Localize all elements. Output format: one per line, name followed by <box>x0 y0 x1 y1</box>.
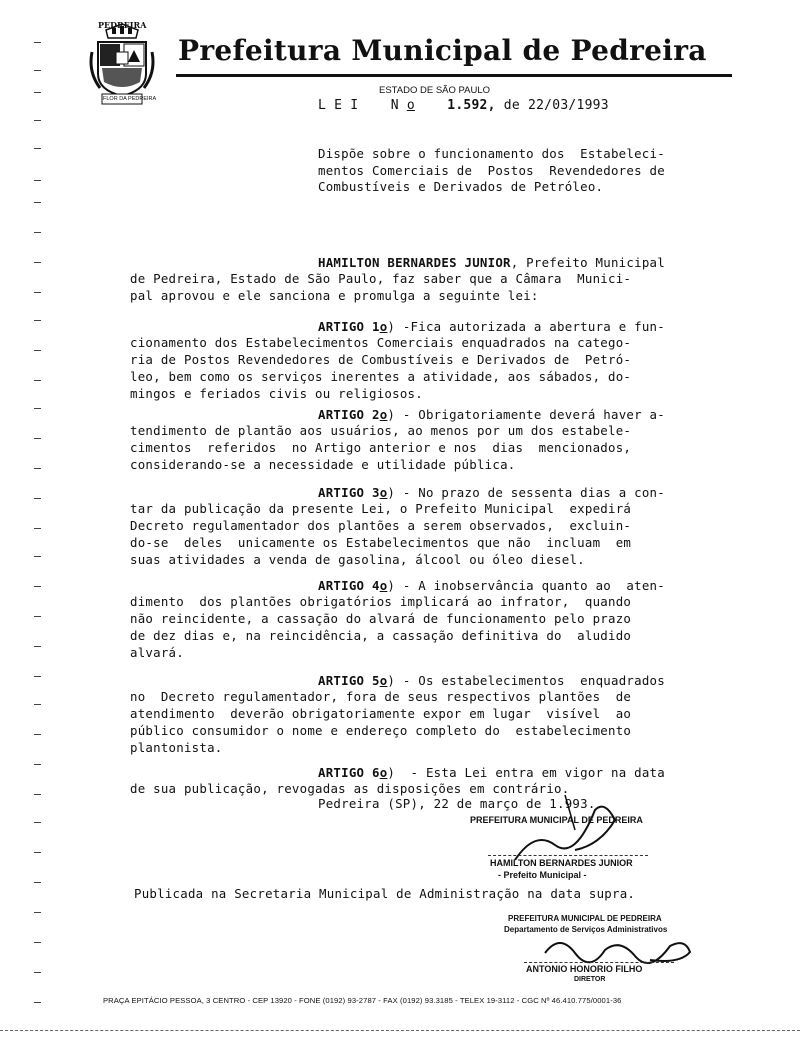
article-line: dimento dos plantões obrigatórios implicará ao infrator, quando <box>130 594 632 610</box>
stamp-prefeitura: PREFEITURA MUNICIPAL DE PEDREIRA <box>470 815 643 825</box>
no-superscript: o <box>406 98 415 113</box>
article-line: de sua publicação, revogadas as disposições em contrário. <box>130 781 570 797</box>
title-rule <box>176 74 732 77</box>
stamp-prefeitura-2: PREFEITURA MUNICIPAL DE PEDREIRA <box>508 914 662 923</box>
article-line: cionamento dos Estabelecimentos Comerciais enquadrados na catego- <box>130 335 632 351</box>
article-ordinal: o <box>379 764 388 780</box>
state-line: ESTADO DE SÃO PAULO <box>379 85 491 96</box>
law-number: 1.592, <box>447 98 496 113</box>
article-line: ) - Obrigatoriamente deverá haver a- <box>387 406 665 422</box>
director-role: DIRETOR <box>574 976 606 983</box>
ementa <box>318 146 665 196</box>
page-title: Prefeitura Municipal de Pedreira <box>178 34 707 67</box>
article-1 <box>130 302 665 402</box>
mayor-role: - Prefeito Municipal - <box>498 870 587 880</box>
crest-top-text: PEDREIRA <box>98 20 147 30</box>
stamp-department: Departamento de Serviços Administrativos <box>504 925 668 934</box>
preamble-line: , Prefeito Municipal <box>510 254 665 270</box>
article-line: público consumidor o nome e endereço completo do estabelecimento <box>130 722 632 738</box>
article-line: do-se deles unicamente os Estabelecimentos que não incluam em <box>130 534 632 550</box>
article-line: cimentos referidos no Artigo anterior e nos dias mencionados, <box>130 440 632 456</box>
ementa-line: mentos Comerciais de Postos Revendedores de <box>318 162 665 178</box>
article-2 <box>130 390 665 474</box>
article-5 <box>130 656 665 756</box>
preamble-line: de Pedreira, Estado de São Paulo, faz saber que a Câmara Munici- <box>130 271 632 287</box>
bottom-dashed-line <box>0 1030 800 1032</box>
lei-label: L E I <box>318 98 359 113</box>
article-heading: ARTIGO 4 <box>318 577 380 593</box>
article-heading: ARTIGO 2 <box>318 406 380 422</box>
article-line: ) -Fica autorizada a abertura e fun- <box>387 318 665 334</box>
article-line: ) - No prazo de sessenta dias a con- <box>387 484 665 500</box>
article-line: considerando-se a necessidade e utilidade pública. <box>130 456 516 472</box>
article-heading: ARTIGO 1 <box>318 318 380 334</box>
mayor-name-stamp: HAMILTON BERNARDES JUNIOR <box>490 858 633 868</box>
law-number-line <box>318 98 609 113</box>
ementa-line: Dispõe sobre o funcionamento dos Estabeleci- <box>318 146 665 161</box>
article-line: alvará. <box>130 644 184 660</box>
article-line: ) - Esta Lei entra em vigor na data <box>387 764 665 780</box>
article-line: ria de Postos Revendedores de Combustíveis e Derivados de Petró- <box>130 352 632 368</box>
article-ordinal: o <box>379 406 388 422</box>
footer-address: PRAÇA EPITÁCIO PESSOA, 3 CENTRO - CEP 13920 - FONE (0192) 93-2787 - FAX (0192) 93.3185 - TELEX 19-3112 - CGC Nº 46.410.775/0001-36 <box>103 996 622 1005</box>
article-heading: ARTIGO 5 <box>318 672 380 688</box>
no-label: N <box>390 98 399 113</box>
article-ordinal: o <box>379 672 388 688</box>
article-ordinal: o <box>379 577 388 593</box>
article-line: atendimento deverão obrigatoriamente expor em lugar visível ao <box>130 706 632 722</box>
publication-line: Publicada na Secretaria Municipal de Administração na data supra. <box>134 886 636 901</box>
signature-line <box>488 855 648 857</box>
article-ordinal: o <box>379 484 388 500</box>
article-heading: ARTIGO 6 <box>318 764 380 780</box>
article-line: suas atividades a venda de gasolina, álcool ou óleo diesel. <box>130 551 585 567</box>
article-line: leo, bem como os serviços inerentes a atividade, aos sábados, do- <box>130 368 632 384</box>
article-heading: ARTIGO 3 <box>318 484 380 500</box>
crest-bottom-text: FLOR DA PEDREIRA <box>103 96 157 102</box>
article-line: no Decreto regulamentador, fora de seus respectivos plantões de <box>130 689 632 705</box>
article-ordinal: o <box>379 318 388 334</box>
article-line: de dez dias e, na reincidência, a cassação definitiva do aludido <box>130 627 632 643</box>
preamble-line: pal aprovou e ele sanciona e promulga a seguinte lei: <box>130 288 539 304</box>
article-4 <box>130 561 665 661</box>
article-line: tar da publicação da presente Lei, o Prefeito Municipal expedirá <box>130 501 632 517</box>
mayor-name: HAMILTON BERNARDES JUNIOR <box>318 254 511 270</box>
article-line: tendimento de plantão aos usuários, ao menos por um dos estabele- <box>130 423 632 439</box>
article-line: plantonista. <box>130 739 223 755</box>
article-line: Decreto regulamentador dos plantões a serem observados, excluin- <box>130 518 632 534</box>
article-3 <box>130 468 665 568</box>
ementa-line: Combustíveis e Derivados de Petróleo. <box>318 179 604 195</box>
margin-marks <box>34 30 64 1030</box>
article-line: mingos e feriados civis ou religiosos. <box>130 385 423 401</box>
article-line: ) - Os estabelecimentos enquadrados <box>387 672 665 688</box>
law-date: de 22/03/1993 <box>503 98 609 113</box>
director-name: ANTONIO HONORIO FILHO <box>526 964 643 974</box>
article-line: ) - A inobservância quanto ao aten- <box>387 577 665 593</box>
closing-date: Pedreira (SP), 22 de março de 1.993. <box>318 796 596 811</box>
article-line: não reincidente, a cassação do alvará de funcionamento pelo prazo <box>130 611 632 627</box>
preamble <box>130 238 665 305</box>
